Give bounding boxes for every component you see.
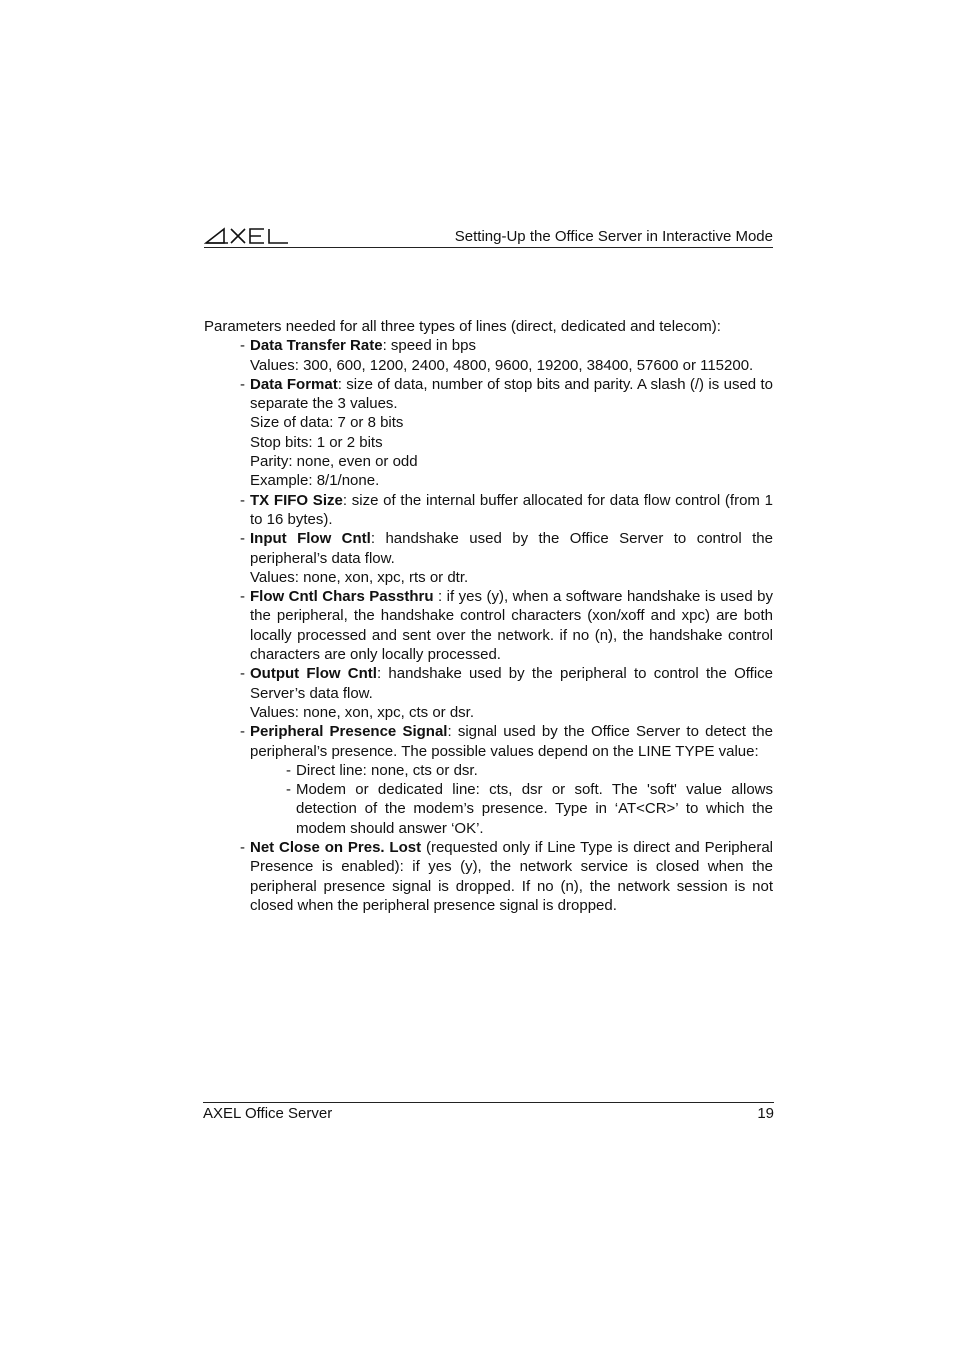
term-description: : size of the internal buffer allocated for data flow control (from 1 to 16 bytes). (250, 491, 773, 528)
term: Output Flow Cntl (250, 665, 377, 683)
term-description: (requested only if Line Type is direct and Peripheral Presence is enabled): if yes (y), the network service is closed when the peripheral presence signal is dropped. If no (n), the network session is not closed when the peripheral presence signal is dropped. (250, 839, 773, 914)
item-line: Values: 300, 600, 1200, 2400, 4800, 9600, 19200, 38400, 57600 or 115200. (250, 356, 754, 374)
item-line: Size of data: 7 or 8 bits (250, 414, 404, 432)
list-dash: - (240, 337, 245, 355)
list-item (204, 722, 773, 761)
sub-list-item (204, 780, 773, 838)
list-dash: - (240, 723, 245, 741)
page-footer (203, 1102, 774, 1123)
list-dash: - (240, 491, 245, 509)
term-description: : size of data, number of stop bits and parity. A slash (/) is used to separate the 3 values. (250, 375, 773, 413)
item-line: Parity: none, even or odd (250, 453, 418, 471)
list-dash: - (286, 761, 291, 779)
list-dash: - (240, 375, 245, 393)
list-dash: - (240, 530, 245, 548)
term-description: : signal used by the Office Server to detect the peripheral’s presence. The possible values depend on the LINE TYPE value: (250, 723, 773, 760)
list-item (204, 336, 773, 375)
item-line: Values: none, xon, xpc, cts or dsr. (250, 703, 475, 721)
term: Data Transfer Rate (250, 337, 383, 355)
list-dash: - (240, 665, 245, 683)
item-line: Values: none, xon, xpc, rts or dtr. (250, 568, 469, 586)
term: Data Format (250, 375, 338, 393)
term: Input Flow Cntl (250, 530, 371, 548)
page-header (204, 225, 773, 248)
list-dash: - (240, 588, 245, 606)
term: Flow Cntl Chars Passthru (250, 588, 434, 606)
term-description: : handshake used by the Office Server to control the peripheral’s data flow. (250, 530, 773, 567)
list-item (204, 491, 773, 530)
sub-list-item (204, 761, 773, 780)
list-dash: - (240, 839, 245, 857)
list-item (204, 529, 773, 587)
item-line: Stop bits: 1 or 2 bits (250, 433, 383, 451)
main-content (204, 317, 773, 915)
intro-paragraph: Parameters needed for all three types of lines (direct, dedicated and telecom): (204, 318, 721, 335)
term: Peripheral Presence Signal (250, 723, 448, 741)
term: Net Close on Pres. Lost (250, 839, 422, 857)
term-description: : speed in bps (382, 337, 476, 355)
footer-title: AXEL Office Server (203, 1105, 333, 1122)
list-dash: - (286, 781, 291, 799)
header-title: Setting-Up the Office Server in Interactive Mode (454, 228, 773, 245)
page-number: 19 (757, 1105, 774, 1122)
term-description: : handshake used by the peripheral to control the Office Server’s data flow. (250, 665, 773, 702)
sub-item-text: Modem or dedicated line: cts, dsr or soft. The 'soft' value allows detection of the modem’s presence. Type in ‘AT<CR>’ to which the modem should answer ‘OK’. (296, 781, 773, 837)
list-item (204, 375, 773, 491)
term: TX FIFO Size (250, 491, 343, 509)
axel-logo (204, 227, 290, 245)
item-line: Example: 8/1/none. (250, 472, 380, 490)
sub-item-text: Direct line: none, cts or dsr. (296, 761, 478, 779)
list-item (204, 838, 773, 915)
list-item (204, 587, 773, 664)
term-description: : if yes (y), when a software handshake is used by the peripheral, the handshake control characters (xon/xoff and xpc) are both locally processed and sent over the network. if no (n), the handshake control characters are only locally processed. (250, 588, 774, 664)
list-item (204, 664, 773, 722)
